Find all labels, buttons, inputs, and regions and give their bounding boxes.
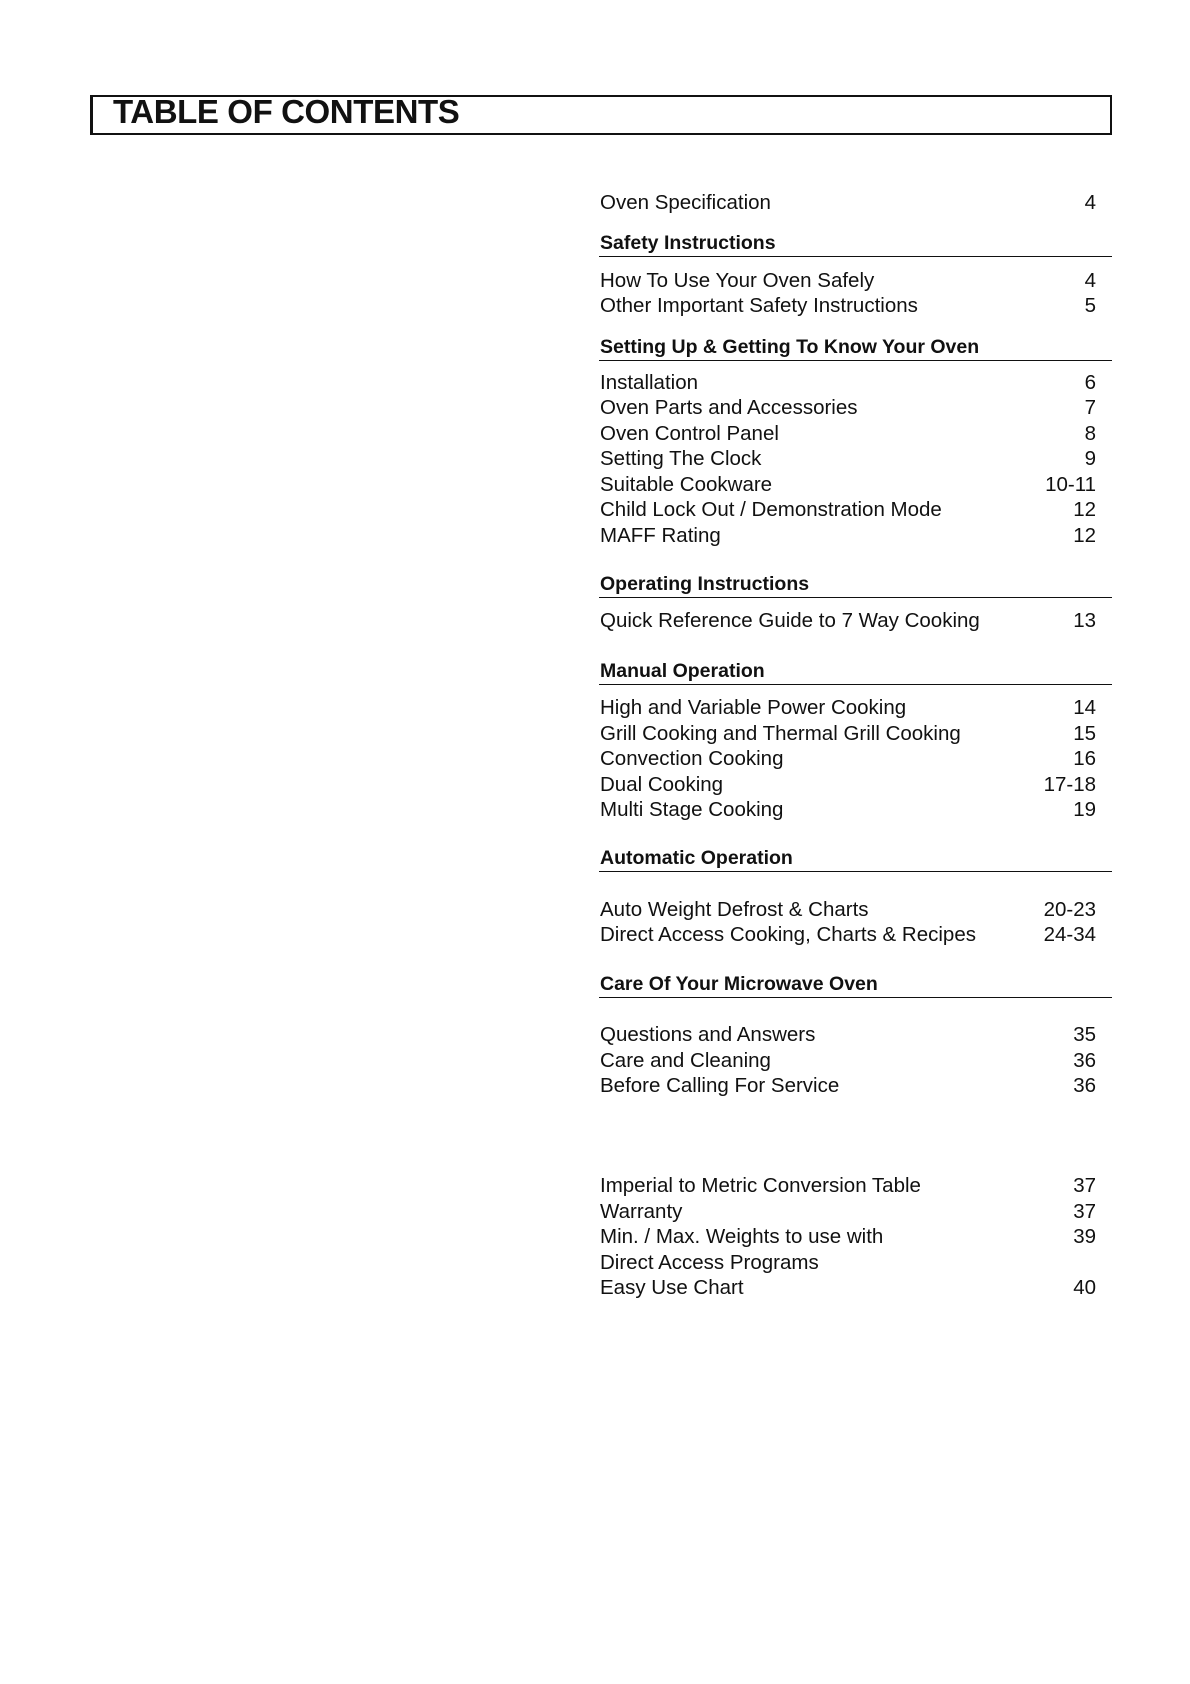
toc-entry xyxy=(599,897,1112,923)
toc-entry-page: 40 xyxy=(1073,1276,1096,1299)
section-heading: Automatic Operation xyxy=(599,846,1112,872)
toc-entry xyxy=(599,922,1112,948)
section-entries xyxy=(599,268,1112,319)
toc-entry-page: 8 xyxy=(1084,421,1096,445)
table-of-contents xyxy=(599,190,1112,1301)
toc-entry-label: Multi Stage Cooking xyxy=(600,798,784,821)
toc-entry-page: 14 xyxy=(1073,696,1096,719)
toc-entry xyxy=(599,472,1112,498)
toc-entry-label: Installation xyxy=(600,370,699,394)
title-box xyxy=(90,95,1112,135)
toc-entry-label: Quick Reference Guide to 7 Way Cooking xyxy=(600,608,980,632)
toc-entry-continuation xyxy=(599,1250,1112,1276)
toc-entry xyxy=(599,497,1112,523)
toc-entry-label: Easy Use Chart xyxy=(600,1276,744,1299)
toc-entry-page: 17-18 xyxy=(1043,772,1096,796)
toc-entry-page: 4 xyxy=(1084,268,1096,292)
section-entries xyxy=(599,897,1112,948)
toc-entry xyxy=(599,772,1112,798)
appendix-entries xyxy=(599,1173,1112,1301)
toc-entry-label: Child Lock Out / Demonstration Mode xyxy=(600,498,942,521)
toc-entry-label: Warranty xyxy=(600,1199,683,1223)
toc-entry-page: 20-23 xyxy=(1043,897,1096,921)
toc-entry xyxy=(599,190,1112,216)
toc-entry-page: 15 xyxy=(1073,721,1096,745)
toc-entry xyxy=(599,1199,1112,1225)
toc-entry xyxy=(599,797,1112,823)
toc-entry-label: Grill Cooking and Thermal Grill Cooking xyxy=(600,721,961,745)
section-heading: Manual Operation xyxy=(599,659,1112,685)
toc-entry-label: Care and Cleaning xyxy=(600,1048,771,1072)
toc-entry xyxy=(599,1073,1112,1099)
toc-entry xyxy=(599,1173,1112,1199)
section-entries xyxy=(599,370,1112,549)
toc-entry-label: Oven Control Panel xyxy=(600,421,779,445)
toc-entry-page: 24-34 xyxy=(1043,923,1096,946)
toc-entry xyxy=(599,746,1112,772)
toc-entry xyxy=(599,1275,1112,1301)
toc-entry-page: 7 xyxy=(1084,396,1096,419)
toc-entry-page: 37 xyxy=(1073,1174,1096,1197)
toc-entry-label: MAFF Rating xyxy=(600,523,721,547)
toc-entry xyxy=(599,523,1112,549)
toc-entry xyxy=(599,721,1112,747)
toc-entry-label: Questions and Answers xyxy=(600,1023,816,1046)
toc-entry-label: Min. / Max. Weights to use with xyxy=(600,1225,884,1248)
toc-entry-page: 4 xyxy=(1084,191,1096,214)
toc-entry xyxy=(599,370,1112,396)
toc-entry xyxy=(599,695,1112,721)
section-heading: Safety Instructions xyxy=(599,231,1112,257)
section-heading: Setting Up & Getting To Know Your Oven xyxy=(599,335,1112,361)
toc-entry-label: Direct Access Programs xyxy=(600,1250,819,1274)
toc-entry-page: 36 xyxy=(1073,1048,1096,1072)
section-heading: Operating Instructions xyxy=(599,572,1112,598)
toc-entry-page: 5 xyxy=(1084,294,1096,317)
toc-entry xyxy=(599,268,1112,294)
toc-entry-label: Auto Weight Defrost & Charts xyxy=(600,897,869,921)
toc-entry xyxy=(599,1022,1112,1048)
section-entries xyxy=(599,1022,1112,1099)
toc-entry xyxy=(599,1048,1112,1074)
toc-entry-page: 10-11 xyxy=(1045,472,1096,496)
toc-entry-page: 13 xyxy=(1073,608,1096,632)
toc-entry-label: Oven Parts and Accessories xyxy=(600,396,858,419)
toc-entry-label: How To Use Your Oven Safely xyxy=(600,268,875,292)
toc-entry-label: Imperial to Metric Conversion Table xyxy=(600,1174,921,1197)
toc-entry xyxy=(599,395,1112,421)
toc-entry-label: High and Variable Power Cooking xyxy=(600,696,907,719)
toc-entry-label: Setting The Clock xyxy=(600,447,762,470)
toc-entry-label: Suitable Cookware xyxy=(600,472,773,496)
toc-entry-page: 36 xyxy=(1073,1074,1096,1097)
toc-entry-label: Before Calling For Service xyxy=(600,1074,840,1097)
toc-entry-page: 9 xyxy=(1084,447,1096,470)
toc-entry-page: 16 xyxy=(1073,747,1096,770)
toc-entry-page: 35 xyxy=(1073,1023,1096,1046)
toc-entry-label: Convection Cooking xyxy=(600,747,784,770)
toc-entry xyxy=(599,608,1112,634)
toc-entry xyxy=(599,446,1112,472)
section-entries xyxy=(599,608,1112,634)
toc-entry-page: 39 xyxy=(1073,1225,1096,1248)
toc-entry xyxy=(599,421,1112,447)
toc-entry-page: 12 xyxy=(1073,523,1096,547)
section-entries xyxy=(599,695,1112,823)
toc-entry-label: Oven Specification xyxy=(600,191,771,214)
toc-entry xyxy=(599,293,1112,319)
toc-entry-label: Direct Access Cooking, Charts & Recipes xyxy=(600,923,976,946)
toc-entry-page: 37 xyxy=(1073,1199,1096,1223)
page-title: TABLE OF CONTENTS xyxy=(113,93,460,130)
toc-entry-page: 19 xyxy=(1073,798,1096,821)
toc-entry xyxy=(599,1224,1112,1250)
toc-entry-page: 6 xyxy=(1084,370,1096,394)
toc-entry-label: Other Important Safety Instructions xyxy=(600,294,918,317)
toc-entry-page: 12 xyxy=(1073,498,1096,521)
section-heading: Care Of Your Microwave Oven xyxy=(599,972,1112,998)
toc-entry-label: Dual Cooking xyxy=(600,772,724,796)
